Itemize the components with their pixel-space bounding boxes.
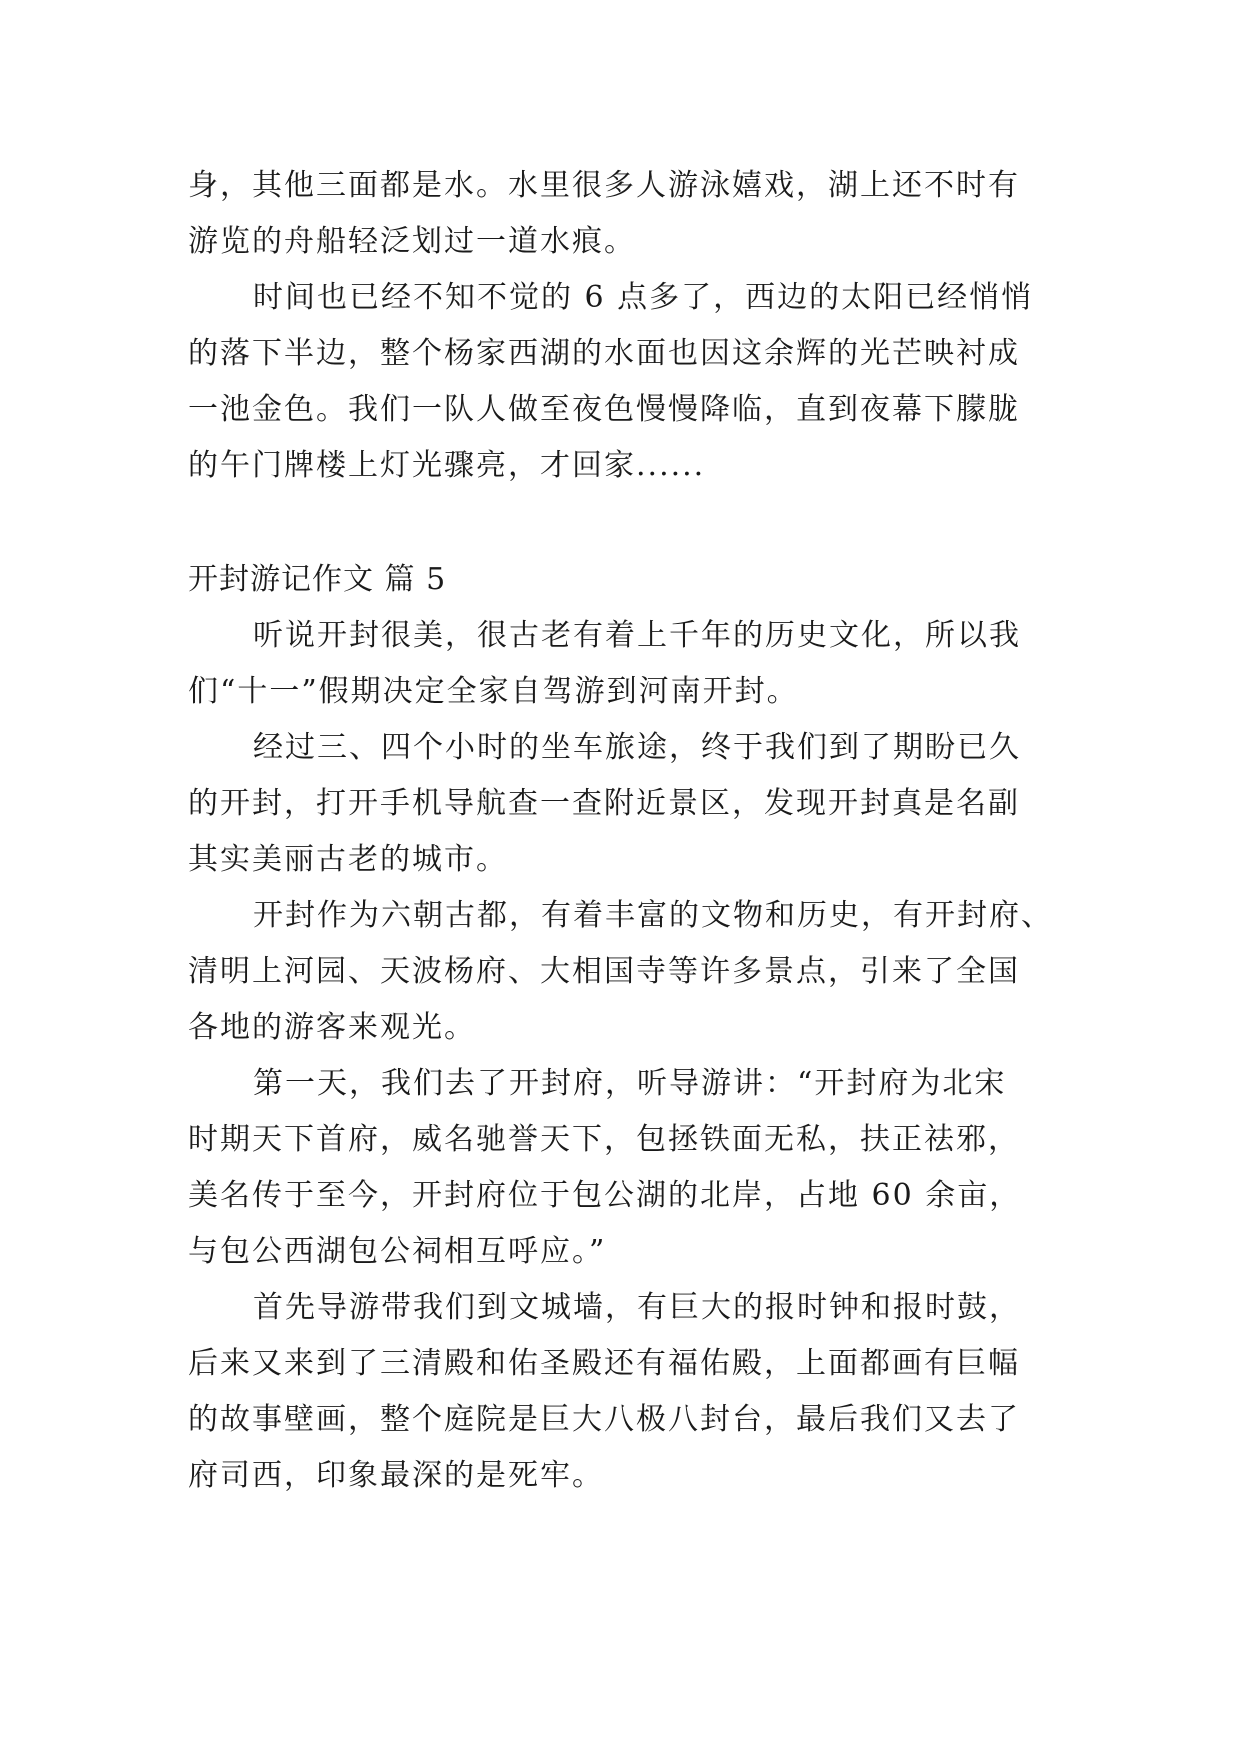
text-line: 们“十一”假期决定全家自驾游到河南开封。: [188, 674, 799, 709]
text-line: 游览的舟船轻泛划过一道水痕。: [188, 224, 636, 259]
text-line: 身，其他三面都是水。水里很多人游泳嬉戏，湖上还不时有: [188, 168, 1020, 203]
text-line: 听说开封很美，很古老有着上千年的历史文化，所以我: [253, 618, 1021, 653]
text-line: 时期天下首府，威名驰誉天下，包拯铁面无私，扶正祛邪，: [188, 1122, 1020, 1157]
text-line: 各地的游客来观光。: [188, 1010, 476, 1045]
text-line: 的开封，打开手机导航查一查附近景区，发现开封真是名副: [188, 786, 1020, 821]
text-line: 的故事壁画，整个庭院是巨大八极八封台，最后我们又去了: [188, 1402, 1020, 1437]
text-line: 的午门牌楼上灯光骤亮，才回家......: [188, 448, 706, 483]
text-line: 其实美丽古老的城市。: [188, 842, 508, 877]
document-body: [188, 158, 1058, 1504]
text-line: 时间也已经不知不觉的 6 点多了，西边的太阳已经悄悄: [253, 280, 1034, 315]
text-line: 府司西，印象最深的是死牢。: [188, 1458, 604, 1493]
text-line: 清明上河园、天波杨府、大相国寺等许多景点，引来了全国: [188, 954, 1020, 989]
text-line: 开封作为六朝古都，有着丰富的文物和历史，有开封府、: [253, 898, 1053, 933]
text-line: 一池金色。我们一队人做至夜色慢慢降临，直到夜幕下朦胧: [188, 392, 1020, 427]
text-line: 第一天，我们去了开封府，听导游讲：“开封府为北宋: [253, 1066, 1007, 1101]
section-gap: [188, 494, 1058, 552]
text-line: 后来又来到了三清殿和佑圣殿还有福佑殿，上面都画有巨幅: [188, 1346, 1020, 1381]
section-heading: 开封游记作文 篇 5: [188, 562, 447, 597]
text-line: 首先导游带我们到文城墙，有巨大的报时钟和报时鼓，: [253, 1290, 1021, 1325]
text-line: 的落下半边，整个杨家西湖的水面也因这余辉的光芒映衬成: [188, 336, 1020, 371]
text-line: 美名传于至今，开封府位于包公湖的北岸，占地 60 余亩，: [188, 1178, 1022, 1213]
text-line: 经过三、四个小时的坐车旅途，终于我们到了期盼已久: [253, 730, 1021, 765]
text-line: 与包公西湖包公祠相互呼应。”: [188, 1234, 607, 1269]
